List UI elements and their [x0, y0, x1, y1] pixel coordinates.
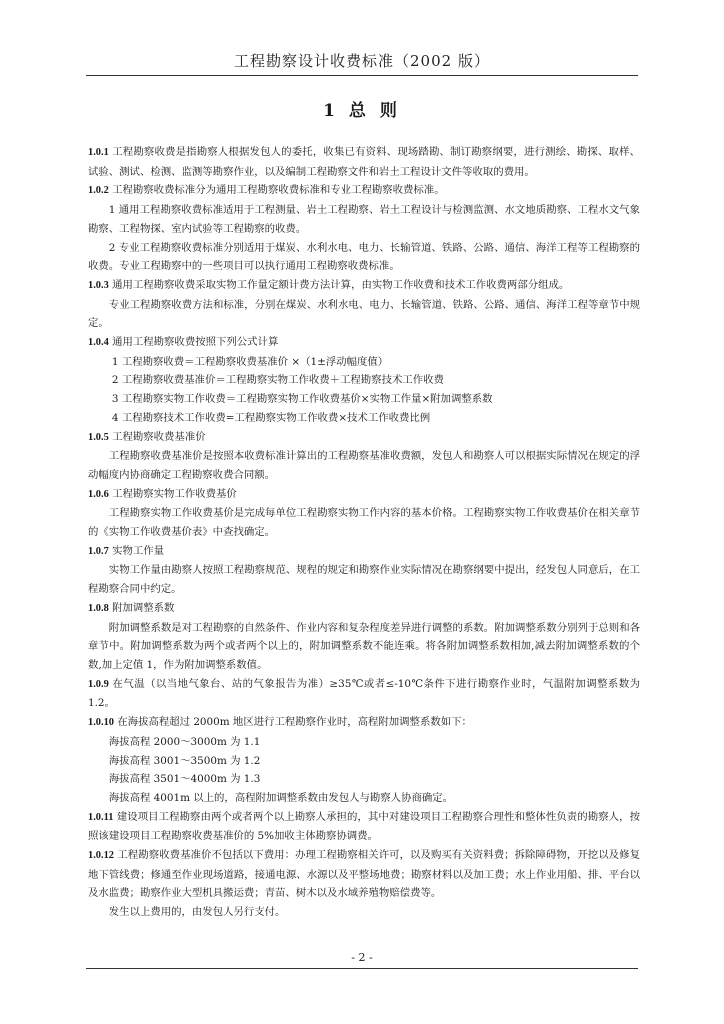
- clause-1-0-12: 1.0.12 工程勘察收费基准价不包括以下费用：办理工程勘察相关许可，以及购买有关资料费；拆除障碍物，开挖以及修复地下管线费；修通至作业现场道路，接通电源、水源以及平整场地费；勘察材料以及加工费；水上作业用船、排、平台以及水监费；勘察作业大型机具搬运费；青苗、树木以及水域养殖物赔偿费等。: [88, 849, 640, 900]
- clause-1-0-7: 1.0.7 实物工作量: [88, 544, 165, 557]
- clause-1-0-2: 1.0.2 工程勘察收费标准分为通用工程勘察收费标准和专业工程勘察收费标准。: [88, 184, 445, 197]
- paragraph: 1 通用工程勘察收费标准适用于工程测量、岩土工程勘察、岩土工程设计与检测监测、水文地质勘察、工程水文气象勘察、工程物探、室内试验等工程勘察的收费。: [88, 204, 640, 235]
- document-body: [88, 143, 640, 922]
- page-number: - 2 -: [351, 951, 373, 964]
- altitude-line: 海拔高程 3001～3500m 为 1.2: [108, 754, 261, 767]
- paragraph: 附加调整系数是对工程勘察的自然条件、作业内容和复杂程度差异进行调整的系数。附加调整系数分别列于总则和各章节中。附加调整系数为两个或者两个以上的，附加调整系数不能连乘。将各附加调整系数相加,减去附加调整系数的个数,加上定值 1，作为附加调整系数值。: [88, 621, 640, 671]
- paragraph: 专业工程勘察收费方法和标准，分别在煤炭、水利水电、电力、长输管道、铁路、公路、通信、海洋工程等章节中规定。: [88, 298, 640, 330]
- formula-line: 4 工程勘察技术工作收费=工程勘察实物工作收费×技术工作收费比例: [111, 411, 431, 424]
- paragraph: 工程勘察实物工作收费基价是完成每单位工程勘察实物工作内容的基本价格。工程勘察实物工作收费基价在相关章节的《实物工作收费基价表》中查找确定。: [88, 507, 640, 539]
- paragraph: 2 专业工程勘察收费标准分别适用于煤炭、水利水电、电力、长输管道、铁路、公路、通信、海洋工程等工程勘察的收费。专业工程勘察中的一些项目可以执行通用工程勘察收费标准。: [88, 241, 640, 273]
- clause-1-0-8: 1.0.8 附加调整系数: [88, 601, 175, 614]
- formula-line: 1 工程勘察收费＝工程勘察收费基准价 ×（1±浮动幅度值）: [111, 355, 389, 368]
- altitude-line: 海拔高程 3501～4000m 为 1.3: [108, 773, 261, 786]
- altitude-line: 海拔高程 2000～3000m 为 1.1: [108, 735, 261, 748]
- paragraph: 发生以上费用的，由发包人另行支付。: [108, 906, 286, 919]
- footer-rule: [86, 968, 638, 969]
- clause-1-0-6: 1.0.6 工程勘察实物工作收费基价: [88, 487, 237, 500]
- clause-1-0-1: 1.0.1 工程勘察收费是指勘察人根据发包人的委托，收集已有资料、现场踏勘、制订勘察纲要，进行测绘、勘探、取样、试验、测试、检测、监测等勘察作业，以及编制工程勘察文件和岩土工程设计文件等收取的费用。: [88, 146, 640, 178]
- formula-line: 2 工程勘察收费基准价＝工程勘察实物工作收费＋工程勘察技术工作收费: [111, 374, 444, 387]
- chapter-title: 1 总 则: [323, 101, 401, 121]
- paragraph: 实物工作量由勘察人按照工程勘察规范、规程的规定和勘察作业实际情况在勘察纲要中提出，经发包人同意后，在工程勘察合同中约定。: [88, 564, 640, 596]
- clause-1-0-4: 1.0.4 通用工程勘察收费按照下列公式计算: [88, 336, 279, 349]
- paragraph: 工程勘察收费基准价是按照本收费标准计算出的工程勘察基准收费额，发包人和勘察人可以根据实际情况在规定的浮动幅度内协商确定工程勘察收费合同额。: [88, 450, 640, 481]
- header-rule: [86, 75, 638, 76]
- clause-1-0-10: 1.0.10 在海拔高程超过 2000m 地区进行工程勘察作业时，高程附加调整系数如下：: [88, 716, 472, 729]
- clause-1-0-5: 1.0.5 工程勘察收费基准价: [88, 430, 206, 443]
- formula-line: 3 工程勘察实物工作收费＝工程勘察实物工作收费基价×实物工作量×附加调整系数: [111, 393, 493, 406]
- clause-1-0-3: 1.0.3 通用工程勘察收费采取实物工作量定额计费方法计算，由实物工作收费和技术工作收费两部分组成。: [88, 278, 570, 291]
- paragraph: 海拔高程 4001m 以上的，高程附加调整系数由发包人与勘察人协商确定。: [108, 791, 454, 804]
- clause-1-0-11: 1.0.11 建设项目工程勘察由两个或者两个以上勘察人承担的，其中对建设项目工程勘察合理性和整体性负责的勘察人，按照该建设项目工程勘察收费基准价的 5%加收主体勘察协调费。: [88, 810, 640, 843]
- running-header: 工程勘察设计收费标准（2002 版）: [234, 52, 490, 70]
- clause-1-0-9: 1.0.9 在气温（以当地气象台、站的气象报告为准）≥35℃或者≤-10℃条件下进行勘察作业时，气温附加调整系数为 1.2。: [88, 677, 640, 710]
